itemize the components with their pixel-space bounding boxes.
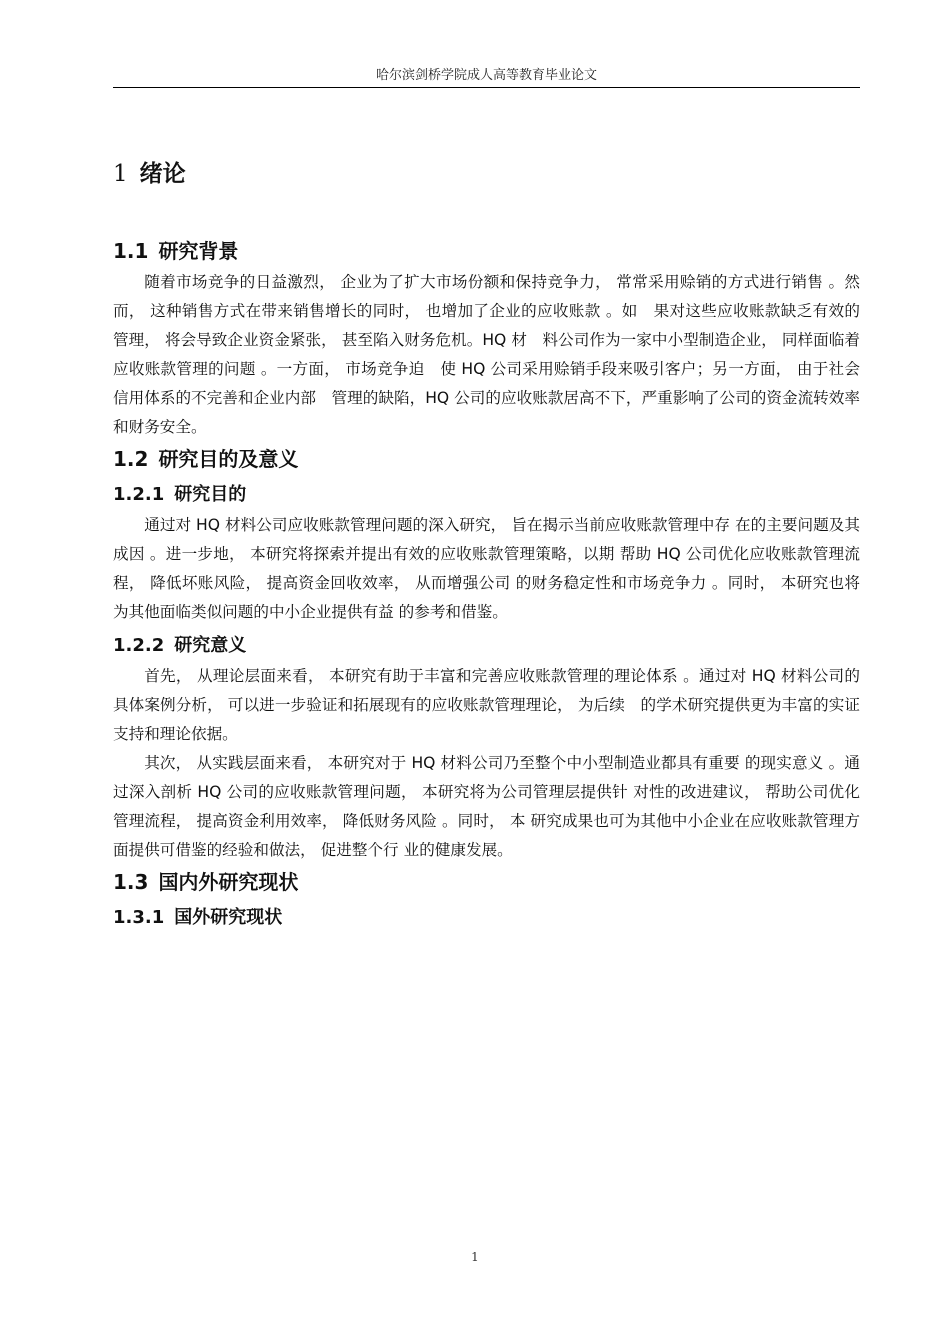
section-heading-1-3	[113, 865, 860, 899]
chapter-title	[113, 152, 860, 196]
subsection-heading-1-2-2	[113, 630, 860, 662]
section-heading-1-2	[113, 442, 860, 476]
chapter-title-text: 绪论	[139, 161, 186, 187]
paragraph-research-purpose: 通过对 HQ 材料公司应收账款管理问题的深入研究， 旨在揭示当前应收账款管理中存 在的主要问题及其成因 。进一步地， 本研究将探索并提出有效的应收账款管理策略，以期 帮助 HQ 公司优化应收账款管理流程， 降低坏账风险， 提高资金回收效率， 从而增强公司 的财务稳定性和市场竞争力 。同时， 本研究也将为其他面临类似问题的中小企业提供有益 的参考和借鉴。	[113, 516, 860, 621]
section-number: 1.2	[113, 447, 149, 471]
subsection-heading-1-2-1	[113, 479, 860, 511]
subsection-number: 1.3.1	[113, 907, 165, 928]
section-title: 研究背景	[158, 239, 239, 263]
subsection-number: 1.2.2	[113, 635, 165, 656]
section-title: 国内外研究现状	[158, 870, 299, 894]
subsection-title: 国外研究现状	[174, 907, 283, 928]
paragraph-significance-practice: 其次， 从实践层面来看， 本研究对于 HQ 材料公司乃至整个中小型制造业都具有重要 的现实意义 。通过深入剖析 HQ 公司的应收账款管理问题， 本研究将为公司管理层提供针 对性的改进建议， 帮助公司优化管理流程， 提高资金利用效率， 降低财务风险 。同时， 本 研究成果也可为其他中小企业在应收账款管理方面提供可借鉴的经验和做法， 促进整个行 业的健康发展。	[113, 754, 860, 859]
page-number: 1	[471, 1250, 479, 1264]
section-heading-1-1	[113, 234, 860, 268]
subsection-heading-1-3-1	[113, 902, 860, 934]
section-number: 1.3	[113, 870, 149, 894]
section-title: 研究目的及意义	[158, 447, 299, 471]
chapter-number: 1	[113, 161, 128, 187]
section-number: 1.1	[113, 239, 149, 263]
page-content	[113, 152, 860, 934]
running-header: 哈尔滨剑桥学院成人高等教育毕业论文	[375, 68, 597, 83]
subsection-title: 研究意义	[174, 635, 247, 656]
paragraph-research-background: 随着市场竞争的日益激烈， 企业为了扩大市场份额和保持竞争力， 常常采用赊销的方式进行销售 。然而， 这种销售方式在带来销售增长的同时， 也增加了企业的应收账款 。如 果对这些应收账款缺乏有效的管理， 将会导致企业资金紧张， 甚至陷入财务危机。HQ 材 料公司作为一家中小型制造企业， 同样面临着应收账款管理的问题 。一方面， 市场竞争迫 使 HQ 公司采用赊销手段来吸引客户；另一方面， 由于社会信用体系的不完善和企业内部 管理的缺陷，HQ 公司的应收账款居高不下，严重影响了公司的资金流转效率和财务安全。	[113, 273, 860, 436]
paragraph-significance-theory: 首先， 从理论层面来看， 本研究有助于丰富和完善应收账款管理的理论体系 。通过对 HQ 材料公司的具体案例分析， 可以进一步验证和拓展现有的应收账款管理理论， 为后续 的学术研究提供更为丰富的实证支持和理论依据。	[113, 667, 860, 743]
header-rule	[113, 87, 860, 88]
subsection-number: 1.2.1	[113, 484, 165, 505]
subsection-title: 研究目的	[174, 484, 247, 505]
